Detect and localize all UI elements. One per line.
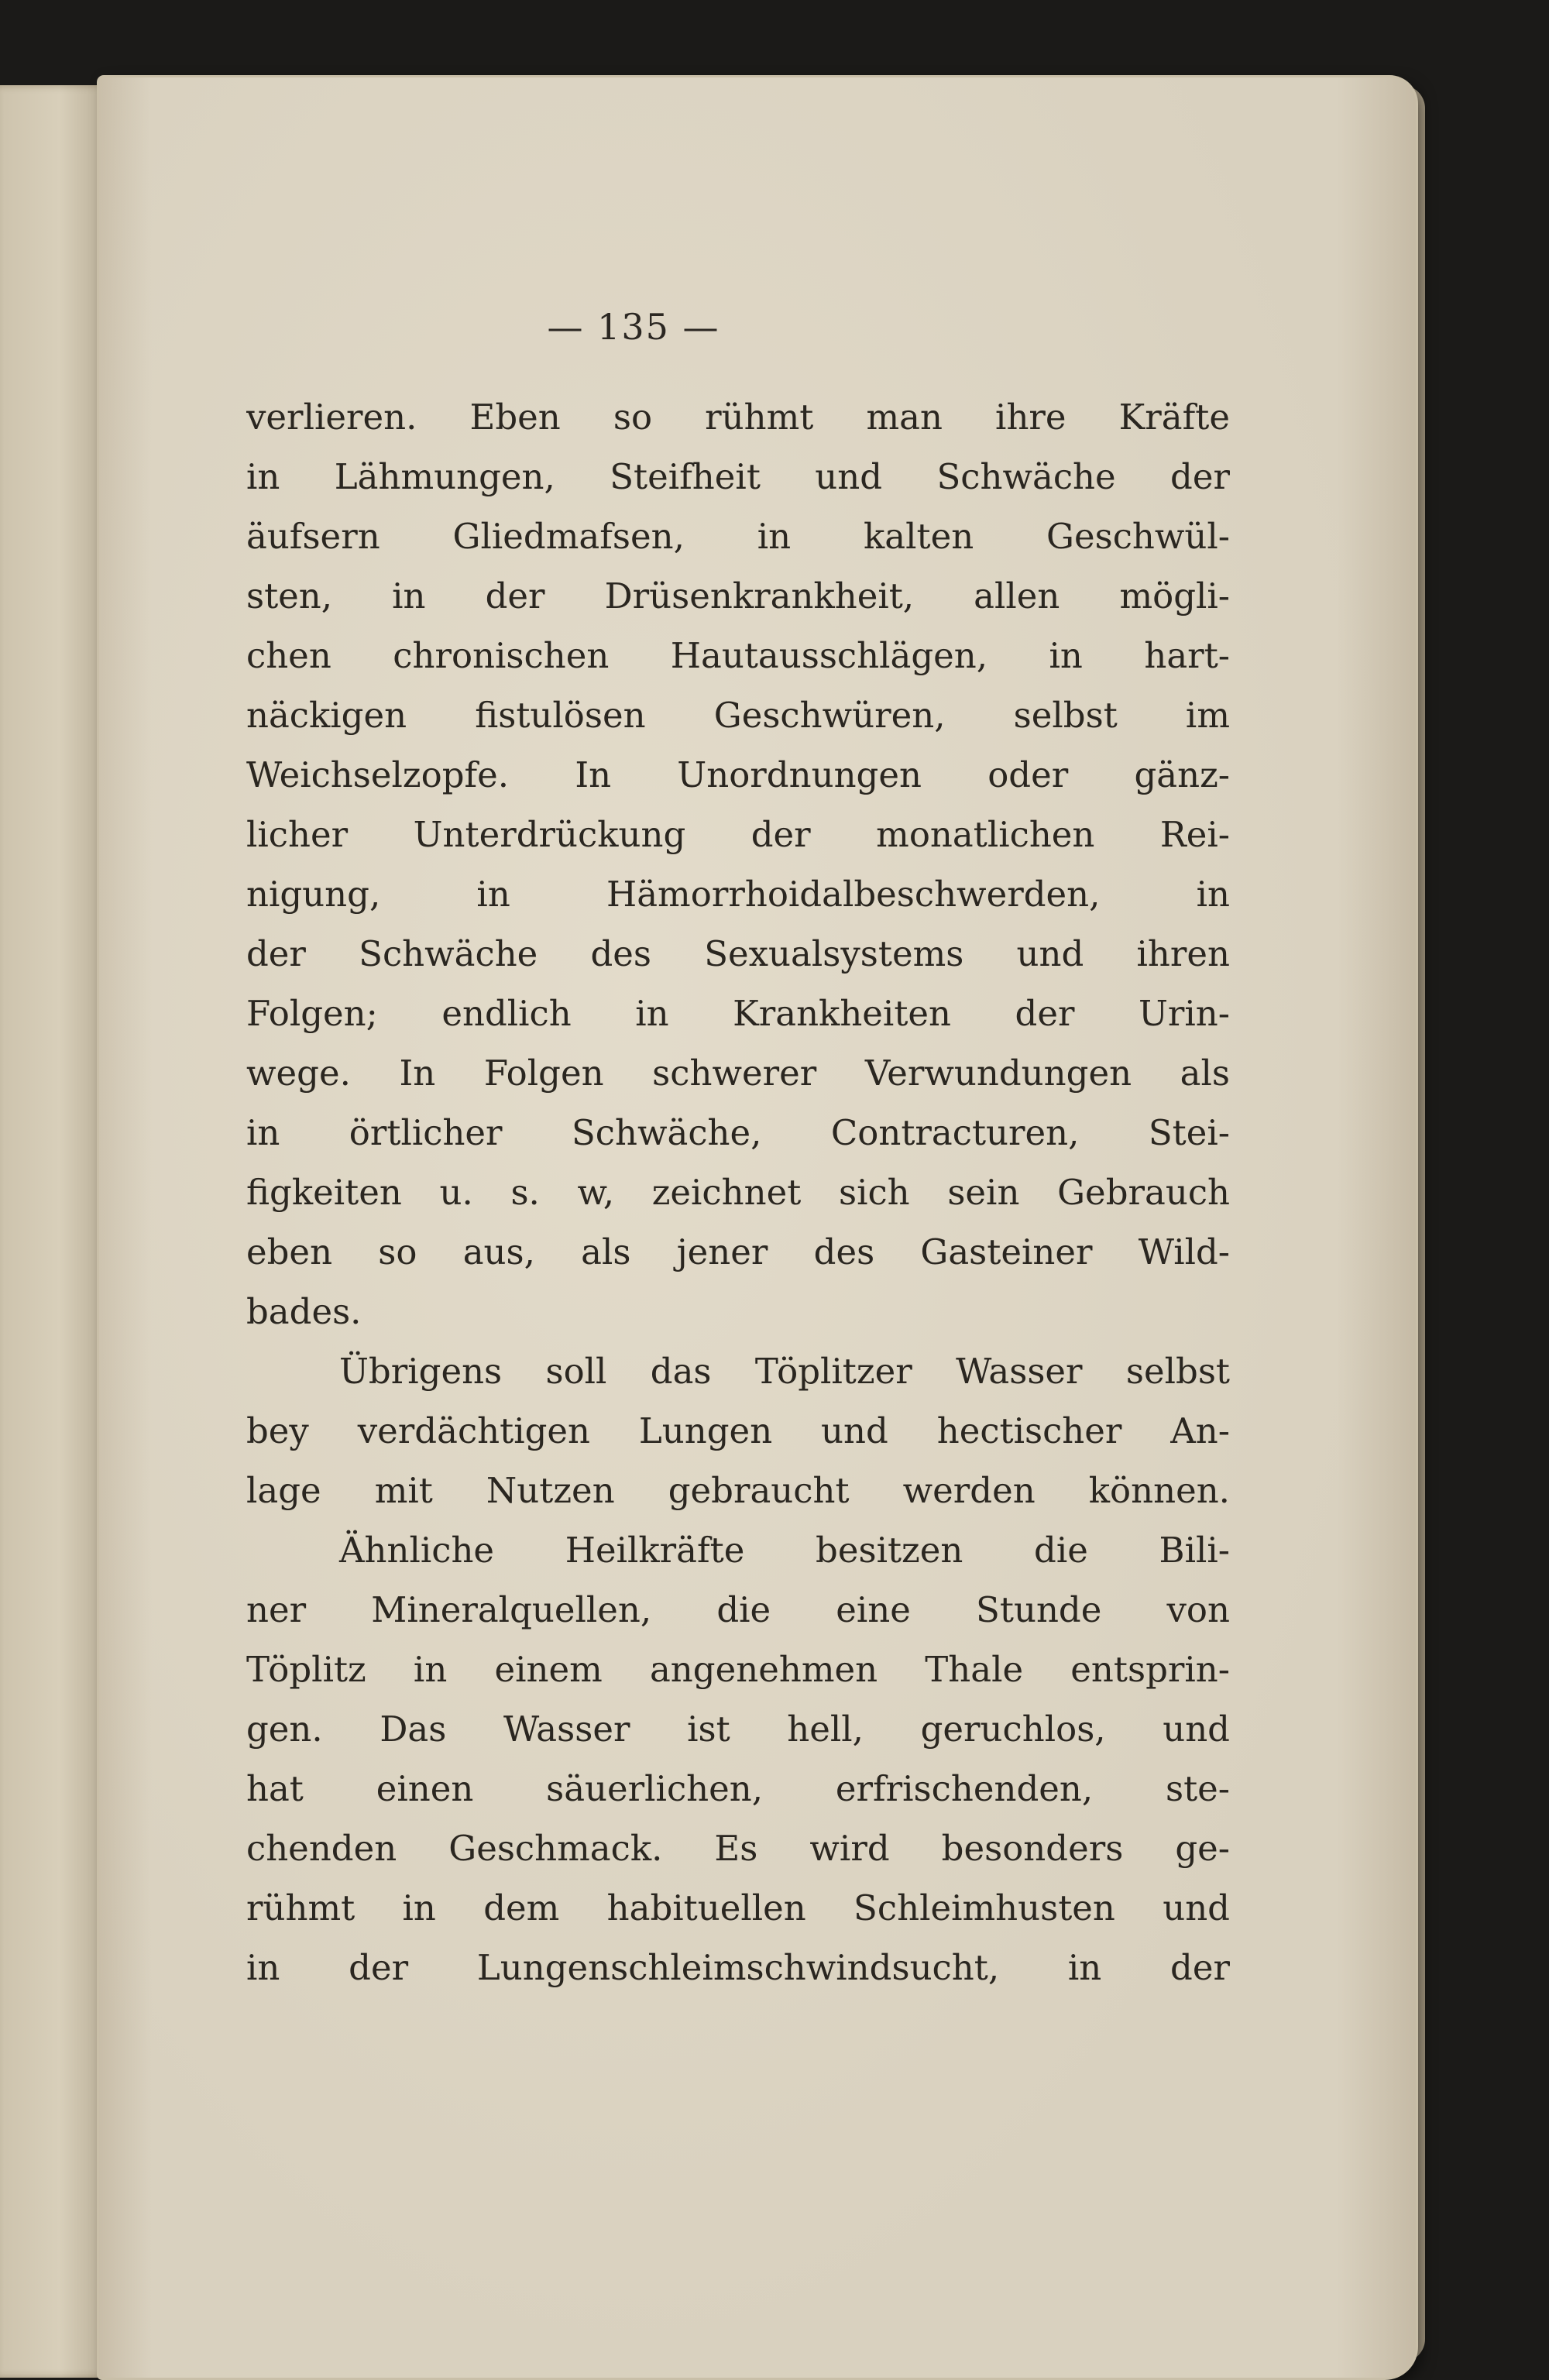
body-text bbox=[246, 387, 1230, 1997]
text-line: chen chronischen Hautausschlägen, in hart- bbox=[246, 635, 1230, 676]
text-line: bades. bbox=[246, 1291, 362, 1332]
text-line: bey verdächtigen Lungen und hectischer An- bbox=[246, 1410, 1230, 1451]
text-line: Weichselzopfe. In Unordnungen oder gänz- bbox=[246, 754, 1230, 795]
text-line: chenden Geschmack. Es wird besonders ge- bbox=[246, 1828, 1230, 1869]
text-line: Folgen; endlich in Krankheiten der Urin- bbox=[246, 993, 1230, 1034]
text-line: figkeiten u. s. w, zeichnet sich sein Gebrauch bbox=[246, 1172, 1230, 1213]
text-line: in örtlicher Schwäche, Contracturen, Stei- bbox=[246, 1112, 1230, 1153]
text-line: in der Lungenschleimschwindsucht, in der bbox=[246, 1947, 1230, 1988]
text-line: Ähnliche Heilkräfte besitzen die Bili- bbox=[339, 1530, 1230, 1571]
text-line: in Lähmungen, Steifheit und Schwäche der bbox=[246, 456, 1230, 497]
text-line: hat einen säuerlichen, erfrischenden, ste- bbox=[246, 1768, 1230, 1809]
text-line: sten, in der Drüsenkrankheit, allen mögli- bbox=[246, 575, 1230, 616]
text-line: lage mit Nutzen gebraucht werden können. bbox=[246, 1470, 1230, 1511]
text-line: ner Mineralquellen, die eine Stunde von bbox=[246, 1589, 1230, 1630]
text-line: näckigen fistulösen Geschwüren, selbst im bbox=[246, 695, 1230, 736]
text-line: eben so aus, als jener des Gasteiner Wild- bbox=[246, 1231, 1230, 1272]
book-page bbox=[99, 77, 1416, 2378]
text-line: äufsern Gliedmafsen, in kalten Geschwül- bbox=[246, 516, 1230, 557]
text-line: der Schwäche des Sexualsystems und ihren bbox=[246, 933, 1230, 974]
text-line: nigung, in Hämorrhoidalbeschwerden, in bbox=[246, 874, 1230, 915]
text-line: rühmt in dem habituellen Schleimhusten und bbox=[246, 1887, 1230, 1928]
text-line: licher Unterdrückung der monatlichen Rei- bbox=[246, 814, 1230, 855]
page-number: — 135 — bbox=[547, 306, 720, 348]
left-page-edge bbox=[0, 85, 108, 2378]
text-line: Übrigens soll das Töplitzer Wasser selbst bbox=[339, 1351, 1230, 1392]
text-line: gen. Das Wasser ist hell, geruchlos, und bbox=[246, 1709, 1230, 1750]
text-line: verlieren. Eben so rühmt man ihre Kräfte bbox=[246, 397, 1230, 438]
text-line: wege. In Folgen schwerer Verwundungen als bbox=[246, 1053, 1230, 1094]
text-line: Töplitz in einem angenehmen Thale entsprin- bbox=[246, 1649, 1230, 1690]
